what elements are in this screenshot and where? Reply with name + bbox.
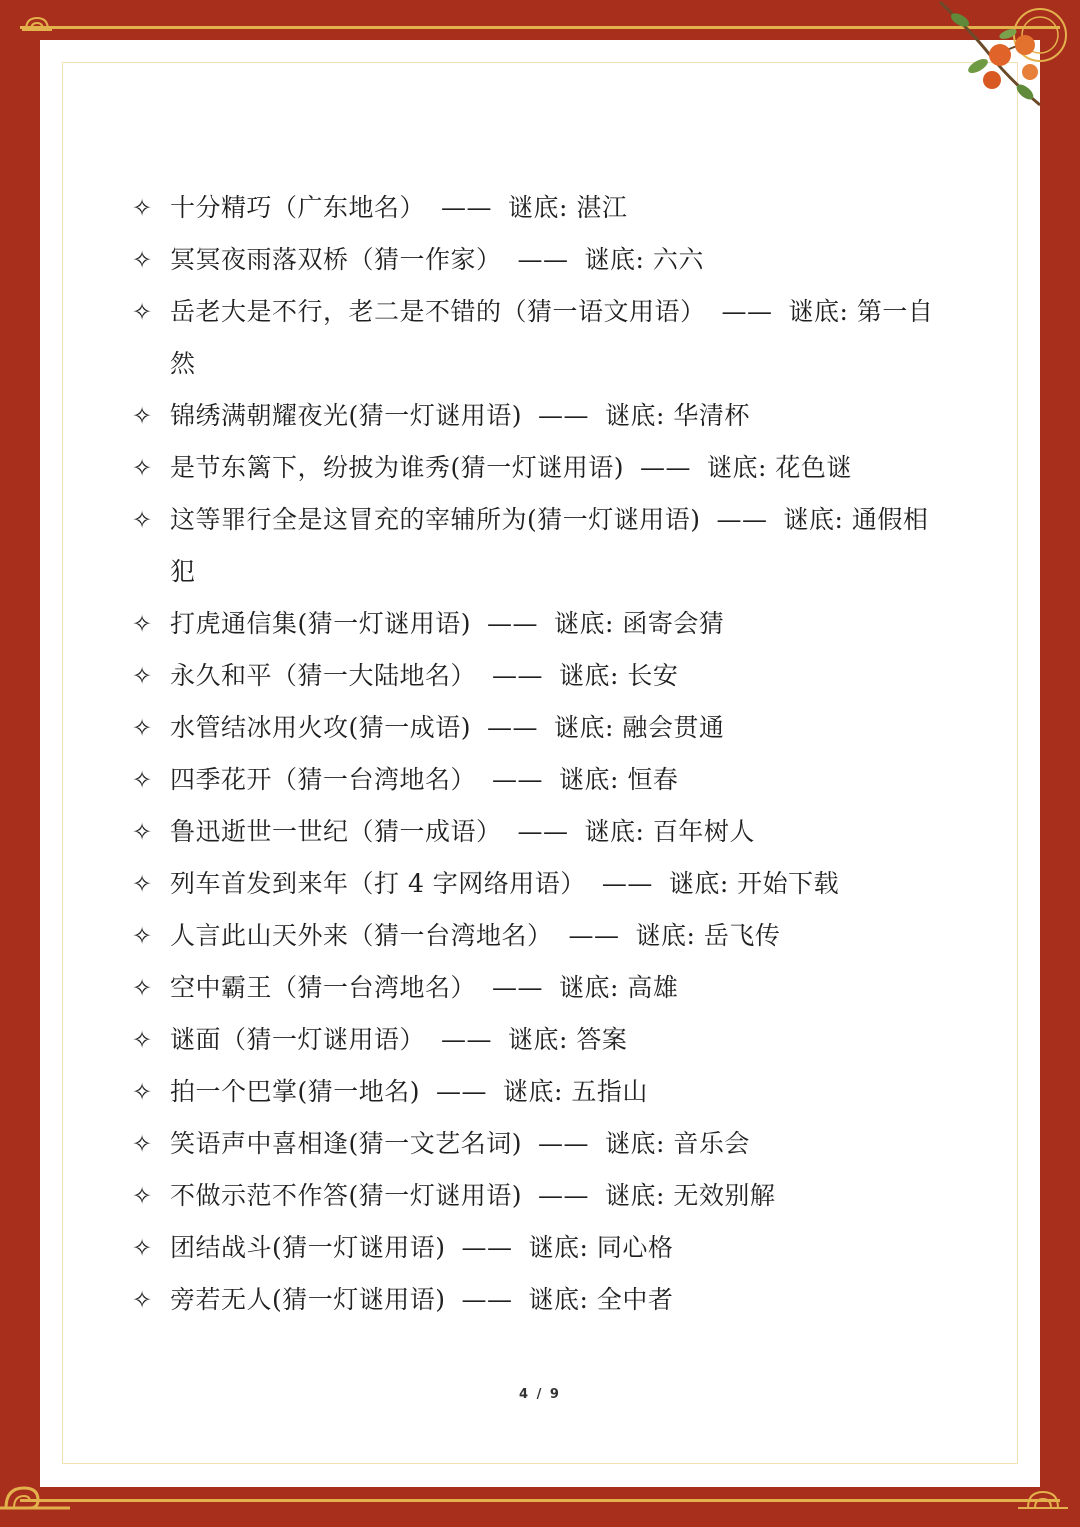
cloud-ornament-icon <box>1018 1478 1068 1518</box>
riddle-question: 谜面（猜一灯谜用语） <box>170 1025 426 1054</box>
riddle-question: 团结战斗(猜一灯谜用语) <box>170 1233 446 1262</box>
top-gold-line <box>20 26 1060 29</box>
sparkle-bullet-icon: ✧ <box>132 1130 153 1158</box>
riddle-question: 打虎通信集(猜一灯谜用语) <box>170 609 472 638</box>
riddle-dash: —— <box>461 1233 513 1262</box>
cloud-ornament-icon <box>22 10 52 34</box>
riddle-dash: —— <box>568 921 620 950</box>
riddle-dash: —— <box>492 973 544 1002</box>
riddle-dash: —— <box>517 245 569 274</box>
riddle-dash: —— <box>640 453 692 482</box>
sparkle-bullet-icon: ✧ <box>132 610 153 638</box>
riddle-dash: —— <box>716 505 768 534</box>
riddle-dash: —— <box>721 297 773 326</box>
sparkle-bullet-icon: ✧ <box>132 298 153 326</box>
list-item <box>132 390 942 442</box>
list-item <box>132 234 942 286</box>
riddle-answer: 谜底: 华清杯 <box>605 401 750 430</box>
sparkle-bullet-icon: ✧ <box>132 1234 153 1262</box>
sparkle-bullet-icon: ✧ <box>132 870 153 898</box>
riddle-answer: 谜底: 恒春 <box>559 765 679 794</box>
list-item <box>132 494 942 598</box>
sparkle-bullet-icon: ✧ <box>132 402 153 430</box>
riddle-answer: 谜底: 函寄会猜 <box>554 609 725 638</box>
list-item <box>132 858 942 910</box>
riddle-dash: —— <box>538 1129 590 1158</box>
riddle-question: 岳老大是不行，老二是不错的（猜一语文用语） <box>170 297 706 326</box>
riddle-question: 旁若无人(猜一灯谜用语) <box>170 1285 446 1314</box>
riddle-dash: —— <box>601 869 653 898</box>
riddle-dash: —— <box>441 193 493 222</box>
persimmon-branch-icon <box>930 0 1060 115</box>
riddle-answer: 谜底: 同心格 <box>528 1233 674 1262</box>
sparkle-bullet-icon: ✧ <box>132 662 153 690</box>
riddle-dash: —— <box>538 401 590 430</box>
riddle-question: 四季花开（猜一台湾地名） <box>170 765 477 794</box>
riddle-question: 是节东篱下，纷披为谁秀(猜一灯谜用语) <box>170 453 625 482</box>
list-item <box>132 1274 942 1326</box>
sparkle-bullet-icon: ✧ <box>132 818 153 846</box>
list-item <box>132 806 942 858</box>
sparkle-bullet-icon: ✧ <box>132 454 153 482</box>
list-item <box>132 442 942 494</box>
riddle-question: 人言此山天外来（猜一台湾地名） <box>170 921 553 950</box>
riddle-question: 水管结冰用火攻(猜一成语) <box>170 713 472 742</box>
riddle-question: 冥冥夜雨落双桥（猜一作家） <box>170 245 502 274</box>
riddle-answer: 谜底: 岳飞传 <box>635 921 781 950</box>
riddle-answer: 谜底: 六六 <box>584 245 704 274</box>
bottom-gold-line <box>20 1499 1060 1502</box>
list-item <box>132 286 942 390</box>
riddle-dash: —— <box>436 1077 488 1106</box>
riddle-question: 永久和平（猜一大陆地名） <box>170 661 477 690</box>
sparkle-bullet-icon: ✧ <box>132 766 153 794</box>
riddle-dash: —— <box>461 1285 513 1314</box>
riddle-question: 这等罪行全是这冒充的宰辅所为(猜一灯谜用语) <box>170 505 701 534</box>
sparkle-bullet-icon: ✧ <box>132 194 153 222</box>
list-item <box>132 962 942 1014</box>
sparkle-bullet-icon: ✧ <box>132 1286 153 1314</box>
riddle-dash: —— <box>492 765 544 794</box>
cloud-ornament-icon <box>0 1468 70 1518</box>
riddle-answer: 谜底: 通假相犯 <box>170 505 929 586</box>
riddle-question: 锦绣满朝耀夜光(猜一灯谜用语) <box>170 401 523 430</box>
riddle-question: 不做示范不作答(猜一灯谜用语) <box>170 1181 523 1210</box>
riddle-question: 拍一个巴掌(猜一地名) <box>170 1077 421 1106</box>
riddle-dash: —— <box>538 1181 590 1210</box>
list-item <box>132 598 942 650</box>
page-number: 4 / 9 <box>519 1387 561 1402</box>
riddle-dash: —— <box>492 661 544 690</box>
list-item <box>132 754 942 806</box>
list-item <box>132 1222 942 1274</box>
sparkle-bullet-icon: ✧ <box>132 922 153 950</box>
riddle-question: 鲁迅逝世一世纪（猜一成语） <box>170 817 502 846</box>
riddle-answer: 谜底: 湛江 <box>508 193 628 222</box>
list-item <box>132 1014 942 1066</box>
riddle-answer: 谜底: 百年树人 <box>584 817 755 846</box>
sparkle-bullet-icon: ✧ <box>132 506 153 534</box>
riddle-answer: 谜底: 音乐会 <box>605 1129 750 1158</box>
sparkle-bullet-icon: ✧ <box>132 1182 153 1210</box>
list-item <box>132 910 942 962</box>
riddle-question: 十分精巧（广东地名） <box>170 193 426 222</box>
list-item <box>132 1118 942 1170</box>
riddle-answer: 谜底: 花色谜 <box>707 453 852 482</box>
riddle-answer: 谜底: 长安 <box>559 661 679 690</box>
riddle-list <box>132 182 942 1326</box>
riddle-answer: 谜底: 全中者 <box>528 1285 674 1314</box>
list-item <box>132 182 942 234</box>
sparkle-bullet-icon: ✧ <box>132 1078 153 1106</box>
sparkle-bullet-icon: ✧ <box>132 714 153 742</box>
riddle-dash: —— <box>441 1025 493 1054</box>
riddle-answer: 谜底: 高雄 <box>559 973 679 1002</box>
riddle-answer: 谜底: 融会贯通 <box>554 713 725 742</box>
list-item <box>132 1170 942 1222</box>
riddle-answer: 谜底: 无效别解 <box>605 1181 776 1210</box>
riddle-dash: —— <box>487 713 539 742</box>
list-item <box>132 702 942 754</box>
sparkle-bullet-icon: ✧ <box>132 1026 153 1054</box>
list-item <box>132 1066 942 1118</box>
riddle-answer: 谜底: 开始下载 <box>668 869 840 898</box>
riddle-question: 列车首发到来年（打 4 字网络用语） <box>170 869 586 898</box>
riddle-answer: 谜底: 第一自然 <box>170 297 934 378</box>
riddle-dash: —— <box>517 817 569 846</box>
riddle-question: 空中霸王（猜一台湾地名） <box>170 973 477 1002</box>
riddle-question: 笑语声中喜相逢(猜一文艺名词) <box>170 1129 523 1158</box>
riddle-dash: —— <box>487 609 539 638</box>
list-item <box>132 650 942 702</box>
riddle-answer: 谜底: 答案 <box>508 1025 628 1054</box>
riddle-answer: 谜底: 五指山 <box>503 1077 648 1106</box>
sparkle-bullet-icon: ✧ <box>132 974 153 1002</box>
sparkle-bullet-icon: ✧ <box>132 246 153 274</box>
